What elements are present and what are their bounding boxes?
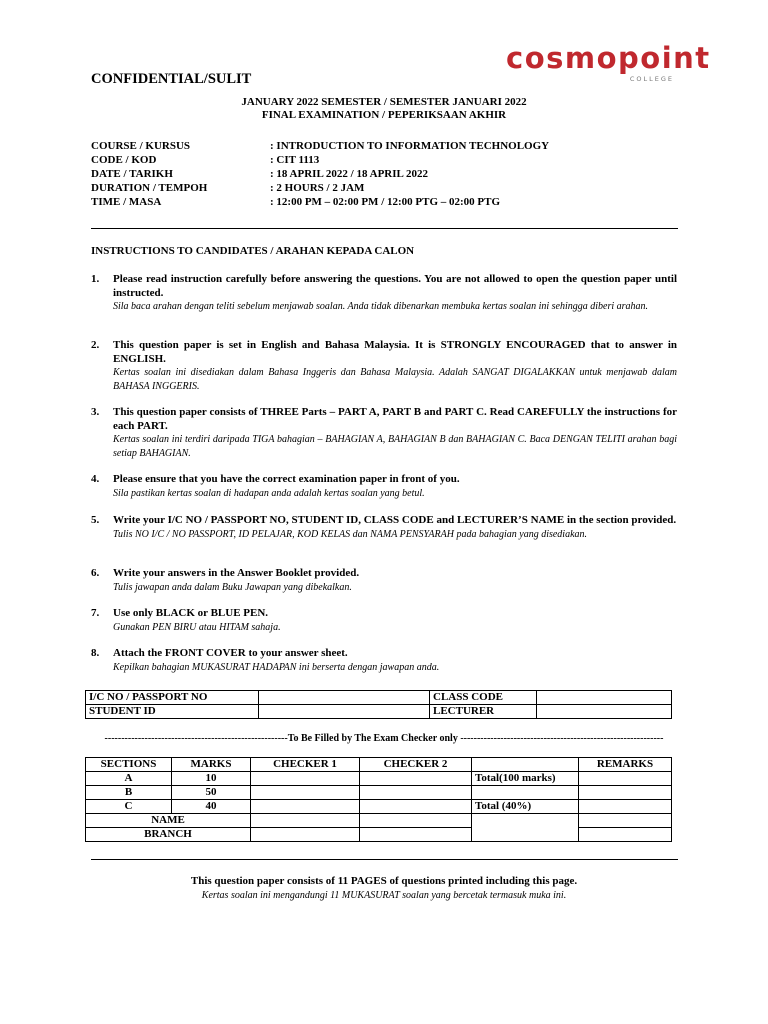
info-value: : 18 APRIL 2022 / 18 APRIL 2022 [270, 168, 428, 180]
remarks-cell[interactable] [579, 772, 672, 786]
checker1-cell[interactable] [251, 800, 360, 814]
instruction-number: 7. [91, 607, 100, 619]
instruction-item [91, 514, 677, 541]
header-checker-2: CHECKER 2 [360, 758, 472, 772]
instruction-english: Write your answers in the Answer Booklet provided. [113, 567, 360, 579]
instruction-english: Please ensure that you have the correct examination paper in front of you. [113, 473, 460, 485]
ic-input-cell[interactable] [259, 691, 430, 705]
name-checker1-cell[interactable] [251, 814, 360, 828]
semester-heading: JANUARY 2022 SEMESTER / SEMESTER JANUARI 2022 [241, 96, 527, 108]
info-key: TIME / MASA [91, 196, 162, 208]
lecturer-label: LECTURER [430, 705, 537, 719]
section-cell: C [86, 800, 172, 814]
name-label: NAME [86, 814, 251, 828]
header-checker-1: CHECKER 1 [251, 758, 360, 772]
instruction-malay: Kertas soalan ini terdiri daripada TIGA bahagian – BAHAGIAN A, BAHAGIAN B dan BAHAGIAN C. Baca DENGAN TELITI arahan bagi setiap BAHAGIAN. [113, 434, 677, 459]
checker2-cell[interactable] [360, 786, 472, 800]
total-40-value-cell[interactable] [472, 814, 579, 842]
footer-rule [91, 859, 678, 860]
info-key: DURATION / TEMPOH [91, 182, 208, 194]
lecturer-input-cell[interactable] [537, 705, 672, 719]
footer-malay: Kertas soalan ini mengandungi 11 MUKASURAT soalan yang bercetak termasuk muka ini. [201, 890, 567, 901]
marks-table [85, 757, 672, 842]
info-key: DATE / TARIKH [91, 168, 173, 180]
instruction-item [91, 473, 677, 500]
total-40-label: Total (40%) [472, 800, 579, 814]
instruction-number: 4. [91, 473, 100, 485]
instruction-english: Write your I/C NO / PASSPORT NO, STUDENT ID, CLASS CODE and LECTURER’S NAME in the section provided. [113, 514, 677, 526]
remarks-cell[interactable] [579, 814, 672, 828]
branch-label: BRANCH [86, 828, 251, 842]
marks-cell: 10 [172, 772, 251, 786]
instruction-english: This question paper consists of THREE Parts – PART A, PART B and PART C. Read CAREFULLY the instructions for each PART. [113, 406, 677, 432]
branch-checker1-cell[interactable] [251, 828, 360, 842]
instruction-item [91, 567, 677, 594]
confidential-label: CONFIDENTIAL/SULIT [91, 71, 252, 87]
footer-english: This question paper consists of 11 PAGES of questions printed including this page. [190, 875, 578, 887]
info-value: : 12:00 PM – 02:00 PM / 12:00 PTG – 02:00 PTG [270, 196, 501, 208]
class-code-input-cell[interactable] [537, 691, 672, 705]
instruction-english: Please read instruction carefully before answering the questions. You are not allowed to open the question paper until instructed. [113, 273, 677, 299]
class-code-label: CLASS CODE [430, 691, 537, 705]
info-key: COURSE / KURSUS [91, 140, 191, 152]
section-cell: B [86, 786, 172, 800]
exam-heading: FINAL EXAMINATION / PEPERIKSAAN AKHIR [261, 109, 507, 121]
student-id-input-cell[interactable] [259, 705, 430, 719]
instruction-english: This question paper is set in English and Bahasa Malaysia. It is STRONGLY ENCOURAGED that to answer in ENGLISH. [113, 339, 677, 365]
logo-subtitle: COLLEGE [629, 75, 674, 83]
instruction-malay: Kertas soalan ini disediakan dalam Bahasa Inggeris dan Bahasa Malaysia. Adalah SANGAT DIGALAKKAN untuk menjawab dalam BAHASA INGGERIS. [113, 367, 677, 392]
info-key: CODE / KOD [91, 154, 157, 166]
instruction-number: 3. [91, 406, 100, 418]
name-checker2-cell[interactable] [360, 814, 472, 828]
instruction-english: Use only BLACK or BLUE PEN. [113, 607, 269, 619]
info-value: : CIT 1113 [270, 154, 320, 166]
instruction-malay: Gunakan PEN BIRU atau HITAM sahaja. [113, 621, 281, 633]
instruction-malay: Sila pastikan kertas soalan di hadapan anda adalah kertas soalan yang betul. [113, 487, 425, 499]
header-marks: MARKS [172, 758, 251, 772]
header-blank [472, 758, 579, 772]
checker2-cell[interactable] [360, 800, 472, 814]
checker1-cell[interactable] [251, 772, 360, 786]
info-value: : INTRODUCTION TO INFORMATION TECHNOLOGY [270, 140, 550, 152]
remarks-cell[interactable] [579, 800, 672, 814]
checker-divider: -------------------------------------------------------To Be Filled by The Exam Checker only ------------------------------------------------------------- [104, 733, 664, 744]
branch-checker2-cell[interactable] [360, 828, 472, 842]
info-value: : 2 HOURS / 2 JAM [270, 182, 365, 194]
instruction-malay: Tulis jawapan anda dalam Buku Jawapan yang dibekalkan. [113, 581, 352, 593]
instruction-item [91, 607, 677, 634]
instruction-number: 1. [91, 273, 100, 285]
student-info-table [85, 690, 672, 719]
logo-wordmark: cosmopoint [506, 41, 711, 75]
instruction-item [91, 647, 677, 674]
instruction-malay: Kepilkan bahagian MUKASURAT HADAPAN ini berserta dengan jawapan anda. [113, 661, 440, 673]
marks-cell: 40 [172, 800, 251, 814]
instruction-number: 6. [91, 567, 100, 579]
instruction-number: 5. [91, 514, 100, 526]
section-cell: A [86, 772, 172, 786]
marks-cell: 50 [172, 786, 251, 800]
blank-cell [472, 786, 579, 800]
instruction-number: 2. [91, 339, 100, 351]
college-logo [506, 41, 711, 83]
total-100-label: Total(100 marks) [472, 772, 579, 786]
checker2-cell[interactable] [360, 772, 472, 786]
instruction-number: 8. [91, 647, 100, 659]
ic-label: I/C NO / PASSPORT NO [86, 691, 259, 705]
header-remarks: REMARKS [579, 758, 672, 772]
checker1-cell[interactable] [251, 786, 360, 800]
divider-rule [91, 228, 678, 229]
instruction-malay: Tulis NO I/C / NO PASSPORT, ID PELAJAR, KOD KELAS dan NAMA PENSYARAH pada bahagian yang disediakan. [113, 528, 588, 540]
student-id-label: STUDENT ID [86, 705, 259, 719]
instruction-item [91, 339, 677, 393]
instruction-item [91, 273, 677, 314]
instruction-malay: Sila baca arahan dengan teliti sebelum menjawab soalan. Anda tidak dibenarkan membuka kertas soalan ini sehingga diberi arahan. [113, 301, 649, 312]
remarks-cell[interactable] [579, 786, 672, 800]
header-sections: SECTIONS [86, 758, 172, 772]
instruction-item [91, 406, 677, 460]
instruction-english: Attach the FRONT COVER to your answer sheet. [113, 647, 348, 659]
instructions-title: INSTRUCTIONS TO CANDIDATES / ARAHAN KEPADA CALON [91, 245, 415, 257]
remarks-cell[interactable] [579, 828, 672, 842]
